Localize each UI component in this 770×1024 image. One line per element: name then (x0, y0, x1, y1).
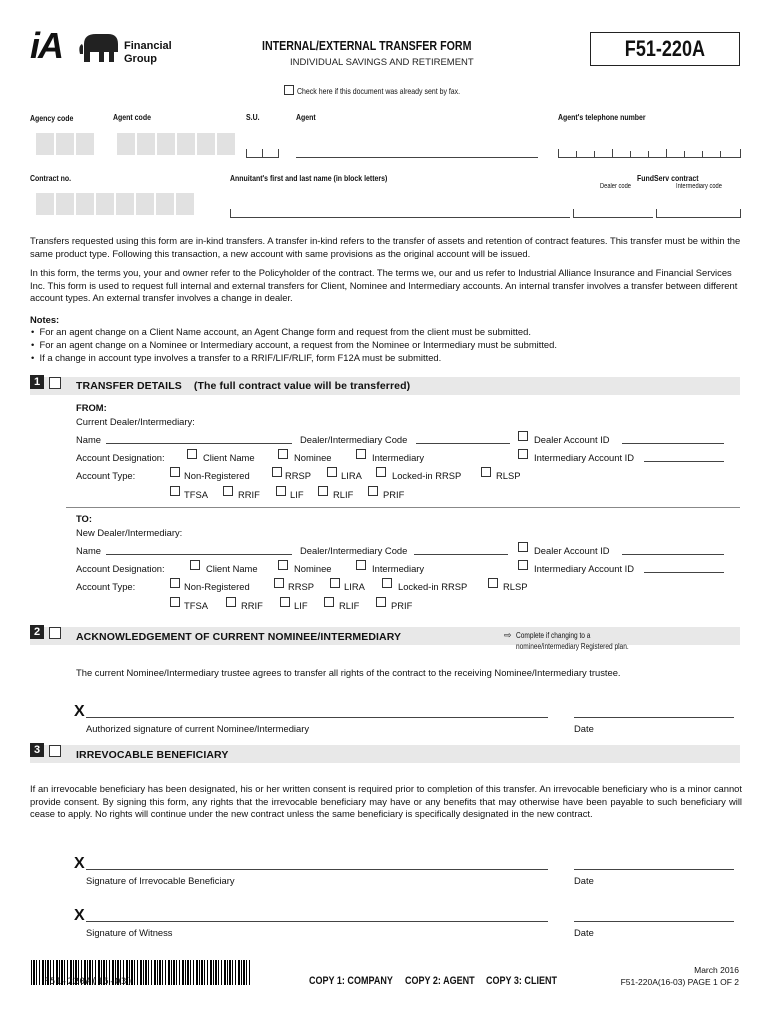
to-type-label: Locked-in RRSP (398, 581, 468, 592)
witness-signature-field[interactable] (86, 921, 548, 922)
from-type-checkbox[interactable] (376, 467, 386, 477)
from-type-label: RRSP (285, 470, 312, 481)
from-name-label: Name (76, 434, 102, 445)
to-designation-label: Account Designation: (76, 563, 165, 574)
section-1-title: TRANSFER DETAILS (The full contract value will be transferred) (76, 380, 411, 392)
copy-client: COPY 3: CLIENT (486, 975, 558, 987)
nominee-signature-label: Authorized signature of current Nominee/Intermediary (86, 723, 310, 734)
su-label: S.U. (246, 112, 260, 122)
beneficiary-signature-label: Signature of Irrevocable Beneficiary (86, 875, 235, 886)
section-2-note-line2: nominee/intermediary Registered plan. (516, 642, 629, 651)
contract-no-label: Contract no. (30, 173, 72, 183)
from-client-name-label: Client Name (203, 452, 255, 463)
from-type-label: RLSP (496, 470, 521, 481)
to-intermediary-account-checkbox[interactable] (518, 560, 528, 570)
from-heading: FROM: (76, 402, 107, 413)
company-logo (30, 26, 180, 70)
to-type-label: Non-Registered (184, 581, 250, 592)
from-dealer-code-label: Dealer/Intermediary Code (300, 434, 408, 445)
intermediary-code-label: Intermediary code (676, 183, 722, 190)
form-title: INTERNAL/EXTERNAL TRANSFER FORM (262, 38, 472, 53)
section-3-title: IRREVOCABLE BENEFICIARY (76, 749, 229, 761)
to-nominee-label: Nominee (294, 563, 332, 574)
section-2-title: ACKNOWLEDGEMENT OF CURRENT NOMINEE/INTERMEDIARY (76, 631, 402, 643)
note-item: • For an agent change on a Client Name account, an Agent Change form and request from the client must be submitted. (31, 326, 531, 337)
intro-paragraph-1: Transfers requested using this form are in-kind transfers. A transfer in-kind refers to the transfer of assets and retention of contract features. This transfer must be within the same product type. Following this transaction, a new account with same provisions as the original account will be issued. (30, 235, 741, 259)
to-type-label: TFSA (184, 600, 208, 611)
to-type-checkbox[interactable] (274, 578, 284, 588)
agent-label: Agent (296, 112, 316, 122)
from-type-label: RLIF (333, 489, 354, 500)
fax-label: Check here if this document was already sent by fax. (297, 86, 461, 96)
copy-company: COPY 1: COMPANY (309, 975, 393, 987)
from-type-label: TFSA (184, 489, 208, 500)
section-2-note-line1: Complete if changing to a (516, 631, 591, 640)
footer-page: F51-220A(16-03) PAGE 1 OF 2 (620, 977, 739, 987)
from-dealer-code-field[interactable] (416, 443, 510, 444)
beneficiary-signature-field[interactable] (86, 869, 548, 870)
logo-text-group: Group (124, 53, 157, 65)
nominee-date-field[interactable] (574, 717, 734, 718)
from-type-checkbox[interactable] (276, 486, 286, 496)
to-dealer-code-field[interactable] (414, 554, 508, 555)
from-client-name-checkbox[interactable] (187, 449, 197, 459)
to-type-label: LIRA (344, 581, 365, 592)
from-nominee-label: Nominee (294, 452, 332, 463)
to-type-checkbox[interactable] (170, 597, 180, 607)
form-number-box (590, 32, 740, 66)
section-3-checkbox[interactable] (49, 745, 61, 757)
to-name-field[interactable] (106, 554, 292, 555)
from-type-checkbox[interactable] (223, 486, 233, 496)
note-item: • If a change in account type involves a transfer to a RRIF/LIF/RLIF, form F12A must be submitted. (31, 352, 442, 363)
to-name-label: Name (76, 545, 102, 556)
section-1-number: 1 (30, 375, 44, 389)
to-nominee-checkbox[interactable] (278, 560, 288, 570)
form-number: F51-220A (624, 36, 706, 61)
to-client-name-checkbox[interactable] (190, 560, 200, 570)
from-type-checkbox[interactable] (368, 486, 378, 496)
from-designation-label: Account Designation: (76, 452, 165, 463)
to-type-label: RRSP (288, 581, 315, 592)
beneficiary-date-field[interactable] (574, 869, 734, 870)
from-type-label: PRIF (383, 489, 405, 500)
from-nominee-checkbox[interactable] (278, 449, 288, 459)
from-dealer-account-label: Dealer Account ID (534, 434, 610, 445)
to-type-label: RLSP (503, 581, 528, 592)
witness-signature-label: Signature of Witness (86, 927, 173, 938)
from-type-label: LIRA (341, 470, 362, 481)
dealer-code-label: Dealer code (600, 183, 631, 190)
notes-title: Notes: (30, 314, 60, 325)
from-dealer-account-checkbox[interactable] (518, 431, 528, 441)
section-3-text: If an irrevocable beneficiary has been designated, his or her written consent is required prior to completion of this transfer. An irrevocable beneficiary who is a minor cannot provide consent. By signing this form, any rights that the irrevocable beneficiary may have or any benefits that may otherwise have been payable to such beneficiary will cease to apply. No rights will continue under the new contract unless the same beneficiary is specifically designated in the new contract. (30, 783, 742, 820)
to-type-checkbox[interactable] (170, 578, 180, 588)
footer-date: March 2016 (694, 965, 739, 975)
barcode-text: F51-220A(16-03) (44, 977, 133, 987)
from-type-label: Locked-in RRSP (392, 470, 462, 481)
elephant-icon (78, 30, 120, 64)
to-type-label: PRIF (391, 600, 413, 611)
to-type-checkbox[interactable] (280, 597, 290, 607)
from-subheading: Current Dealer/Intermediary: (76, 416, 195, 427)
section-2-number: 2 (30, 625, 44, 639)
nominee-signature-field[interactable] (86, 717, 548, 718)
logo-text-financial: Financial (124, 40, 172, 52)
to-dealer-account-label: Dealer Account ID (534, 545, 610, 556)
to-type-checkbox[interactable] (488, 578, 498, 588)
to-intermediary-account-field[interactable] (644, 572, 724, 573)
to-type-checkbox[interactable] (226, 597, 236, 607)
witness-date-label: Date (574, 927, 594, 938)
to-client-name-label: Client Name (206, 563, 258, 574)
to-dealer-account-field[interactable] (622, 554, 724, 555)
agent-field[interactable] (296, 157, 538, 158)
section-3-number: 3 (30, 743, 44, 757)
section-1-checkbox[interactable] (49, 377, 61, 389)
witness-date-field[interactable] (574, 921, 734, 922)
agent-phone-label: Agent's telephone number (558, 112, 646, 122)
from-dealer-account-field[interactable] (622, 443, 724, 444)
note-item: • For an agent change on a Nominee or Intermediary account, a request from the Nominee or Intermediary must be submitted. (31, 339, 557, 350)
section-2-checkbox[interactable] (49, 627, 61, 639)
from-intermediary-account-checkbox[interactable] (518, 449, 528, 459)
from-type-checkbox[interactable] (170, 486, 180, 496)
from-type-checkbox[interactable] (170, 467, 180, 477)
to-intermediary-account-label: Intermediary Account ID (534, 563, 635, 574)
from-type-checkbox[interactable] (327, 467, 337, 477)
from-type-checkbox[interactable] (318, 486, 328, 496)
from-name-field[interactable] (106, 443, 292, 444)
intro-paragraph-2: In this form, the terms you, your and owner refer to the Policyholder of the contract. The terms we, our and us refer to Industrial Alliance Insurance and Financial Services Inc. This form is used to request full internal and external transfers for Client, Nominee and Intermediary accounts. An internal transfer involves a transfer between different account types. An external transfer involves a change in dealer. (30, 267, 738, 304)
from-type-checkbox[interactable] (272, 467, 282, 477)
signature-mark: X (74, 703, 85, 720)
logo-mark: iA (30, 25, 62, 66)
from-type-label: LIF (290, 489, 304, 500)
arrow-right-icon: ⇨ (504, 630, 512, 640)
signature-mark: X (74, 855, 85, 872)
from-type-label: Non-Registered (184, 470, 250, 481)
form-subtitle: INDIVIDUAL SAVINGS AND RETIREMENT (290, 57, 474, 68)
fundserv-label: FundServ contract (637, 173, 699, 183)
agent-code-label: Agent code (113, 112, 151, 122)
fax-checkbox[interactable] (284, 85, 294, 95)
from-type-label: RRIF (238, 489, 260, 500)
to-account-type-label: Account Type: (76, 581, 136, 592)
section-2-text: The current Nominee/Intermediary trustee agrees to transfer all rights of the contract to the receiving Nominee/Intermediary trustee. (76, 667, 621, 678)
to-type-checkbox[interactable] (324, 597, 334, 607)
from-intermediary-checkbox[interactable] (356, 449, 366, 459)
to-intermediary-label: Intermediary (372, 563, 425, 574)
to-dealer-account-checkbox[interactable] (518, 542, 528, 552)
from-account-type-label: Account Type: (76, 470, 136, 481)
nominee-date-label: Date (574, 723, 594, 734)
from-intermediary-account-field[interactable] (644, 461, 724, 462)
to-subheading: New Dealer/Intermediary: (76, 527, 183, 538)
to-type-checkbox[interactable] (382, 578, 392, 588)
section-1-divider (66, 507, 740, 508)
copy-agent: COPY 2: AGENT (405, 975, 475, 987)
agency-code-label: Agency code (30, 113, 74, 123)
from-intermediary-account-label: Intermediary Account ID (534, 452, 635, 463)
to-type-label: RLIF (339, 600, 360, 611)
to-type-label: RRIF (241, 600, 263, 611)
signature-mark: X (74, 907, 85, 924)
from-intermediary-label: Intermediary (372, 452, 425, 463)
beneficiary-date-label: Date (574, 875, 594, 886)
to-heading: TO: (76, 513, 92, 524)
to-intermediary-checkbox[interactable] (356, 560, 366, 570)
to-dealer-code-label: Dealer/Intermediary Code (300, 545, 408, 556)
to-type-checkbox[interactable] (330, 578, 340, 588)
annuitant-name-label: Annuitant's first and last name (in block letters) (230, 173, 388, 183)
from-type-checkbox[interactable] (481, 467, 491, 477)
to-type-checkbox[interactable] (376, 597, 386, 607)
to-type-label: LIF (294, 600, 308, 611)
